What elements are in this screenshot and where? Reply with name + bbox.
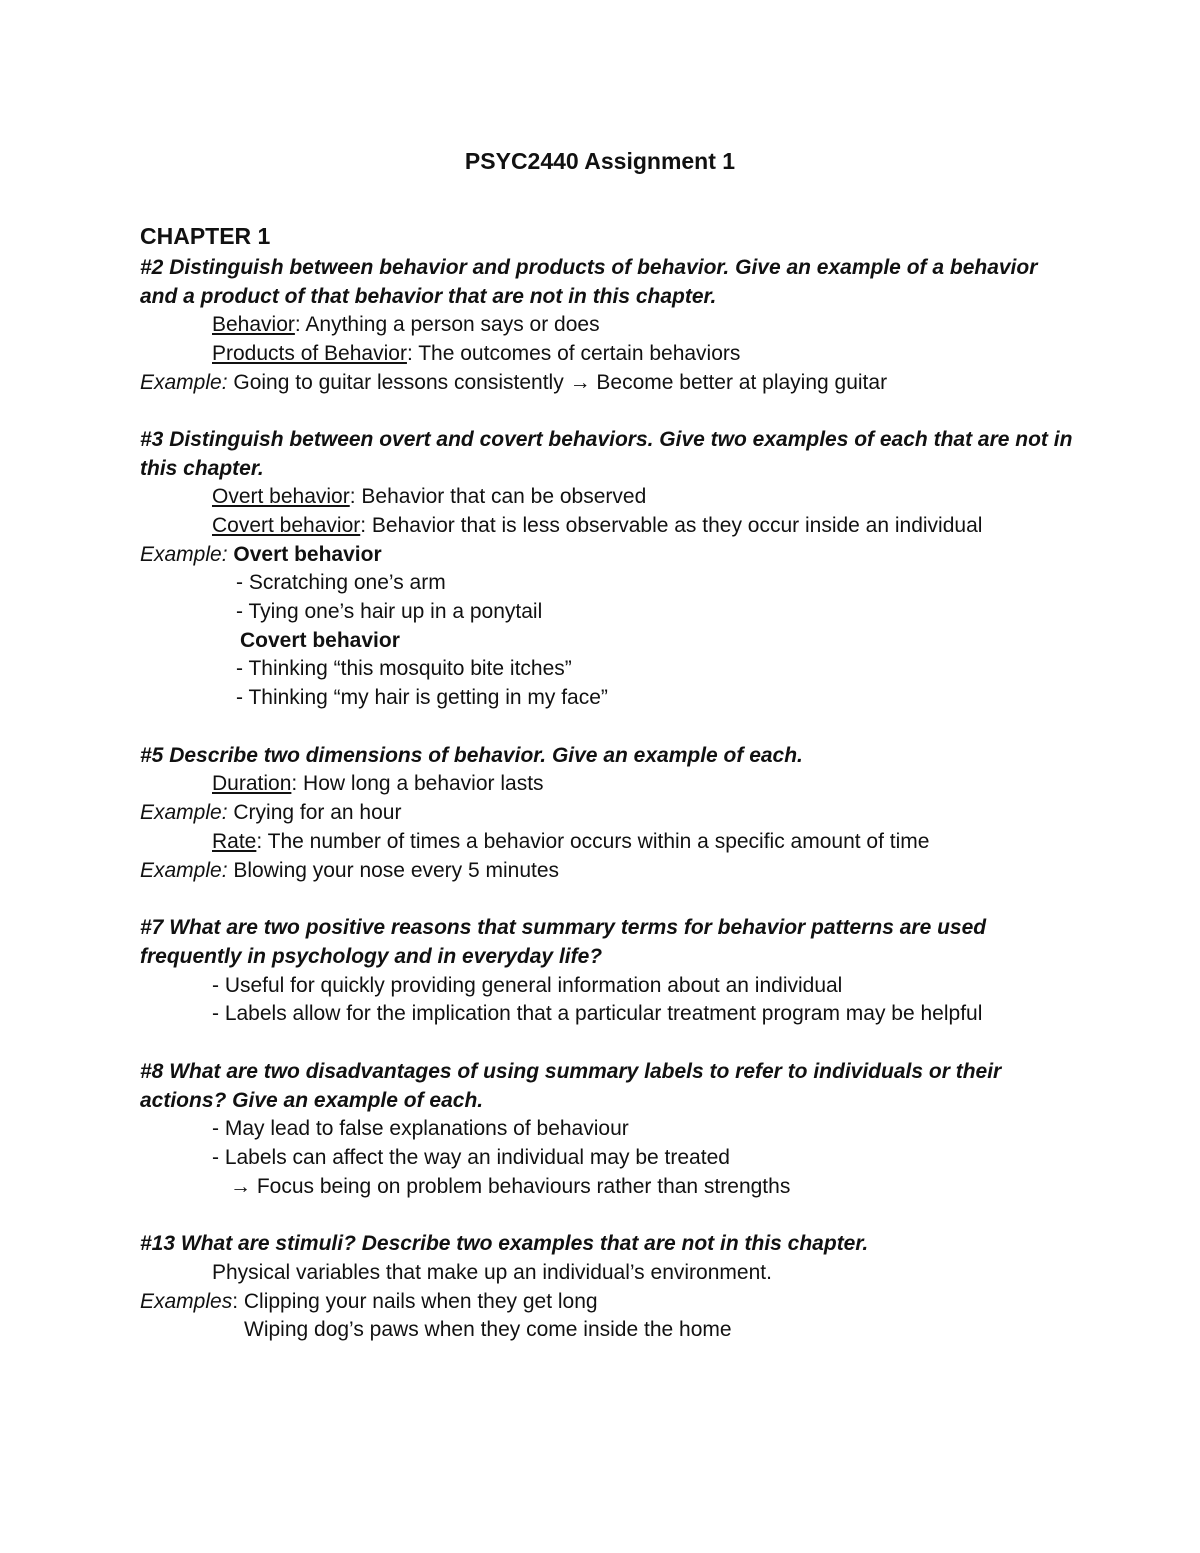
answer-text: Physical variables that make up an individual’s environment.	[212, 1261, 772, 1284]
example-result: Become better at playing guitar	[590, 371, 888, 394]
list-item: - Useful for quickly providing general information about an individual	[212, 974, 843, 997]
examples-q13	[140, 1287, 598, 1316]
term-overt-behavior: Overt behavior	[212, 485, 350, 508]
definition-text: : The outcomes of certain behaviors	[406, 342, 741, 365]
example-text: Blowing your nose every 5 minutes	[227, 859, 560, 882]
example-q2	[140, 368, 887, 397]
question-2-line-2: and a product of that behavior that are not in this chapter.	[140, 285, 717, 308]
example-text: Crying for an hour	[227, 801, 402, 824]
term-covert-behavior: Covert behavior	[212, 514, 361, 537]
example-label: Example:	[140, 371, 228, 394]
question-7-line-1: #7 What are two positive reasons that summary terms for behavior patterns are used	[140, 916, 987, 939]
list-item: - Thinking “this mosquito bite itches”	[236, 657, 572, 680]
question-8-line-1: #8 What are two disadvantages of using summary labels to refer to individuals or their	[140, 1060, 1002, 1083]
example-text: : Clipping your nails when they get long	[232, 1290, 598, 1313]
definition-products-of-behavior	[212, 339, 740, 368]
term-rate: Rate	[212, 830, 257, 853]
chapter-heading: CHAPTER 1	[140, 223, 271, 249]
example-label: Example:	[140, 801, 228, 824]
term-products-of-behavior: Products of Behavior	[212, 342, 407, 365]
question-8-line-2: actions? Give an example of each.	[140, 1089, 484, 1112]
definition-behavior	[212, 310, 600, 339]
document-title: PSYC2440 Assignment 1	[464, 148, 736, 174]
definition-text: : Anything a person says or does	[294, 313, 600, 336]
question-13: #13 What are stimuli? Describe two examples that are not in this chapter.	[140, 1232, 869, 1255]
list-item: - Scratching one’s arm	[236, 571, 446, 594]
example-label: Example:	[140, 543, 228, 566]
list-item: - Tying one’s hair up in a ponytail	[236, 600, 543, 623]
definition-text: : Behavior that can be observed	[349, 485, 647, 508]
sub-item-text: Focus being on problem behaviours rather than strengths	[251, 1175, 791, 1198]
question-3-line-1: #3 Distinguish between overt and covert behaviors. Give two examples of each that are not in	[140, 428, 1073, 451]
example-text: Going to guitar lessons consistently	[227, 371, 570, 394]
covert-heading: Covert behavior	[240, 629, 400, 652]
arrow-right-icon: →	[230, 1175, 251, 1198]
question-7-line-2: frequently in psychology and in everyday life?	[140, 945, 603, 968]
definition-duration	[212, 769, 544, 798]
list-item: - May lead to false explanations of behaviour	[212, 1117, 629, 1140]
example-text: Wiping dog’s paws when they come inside the home	[244, 1318, 732, 1341]
example-label: Example:	[140, 859, 228, 882]
example-rate	[140, 856, 559, 885]
list-item: - Thinking “my hair is getting in my face”	[236, 686, 608, 709]
term-duration: Duration	[212, 772, 292, 795]
sub-list-item	[230, 1172, 790, 1201]
definition-text: : How long a behavior lasts	[291, 772, 544, 795]
example-q3	[140, 540, 382, 569]
overt-heading: Overt behavior	[233, 543, 382, 566]
definition-overt	[212, 482, 646, 511]
definition-text: : The number of times a behavior occurs within a specific amount of time	[256, 830, 930, 853]
definition-covert	[212, 511, 982, 540]
definition-text: : Behavior that is less observable as they occur inside an individual	[360, 514, 983, 537]
arrow-right-icon: →	[569, 371, 591, 394]
list-item: - Labels can affect the way an individual may be treated	[212, 1146, 730, 1169]
term-behavior: Behavior	[212, 313, 295, 336]
examples-label: Examples	[140, 1290, 233, 1313]
definition-rate	[212, 827, 929, 856]
example-duration	[140, 798, 401, 827]
question-2-line-1: #2 Distinguish between behavior and products of behavior. Give an example of a behavior	[140, 256, 1038, 279]
question-5: #5 Describe two dimensions of behavior. Give an example of each.	[140, 744, 803, 767]
question-3-line-2: this chapter.	[140, 457, 264, 480]
list-item: - Labels allow for the implication that a particular treatment program may be helpful	[212, 1002, 983, 1025]
